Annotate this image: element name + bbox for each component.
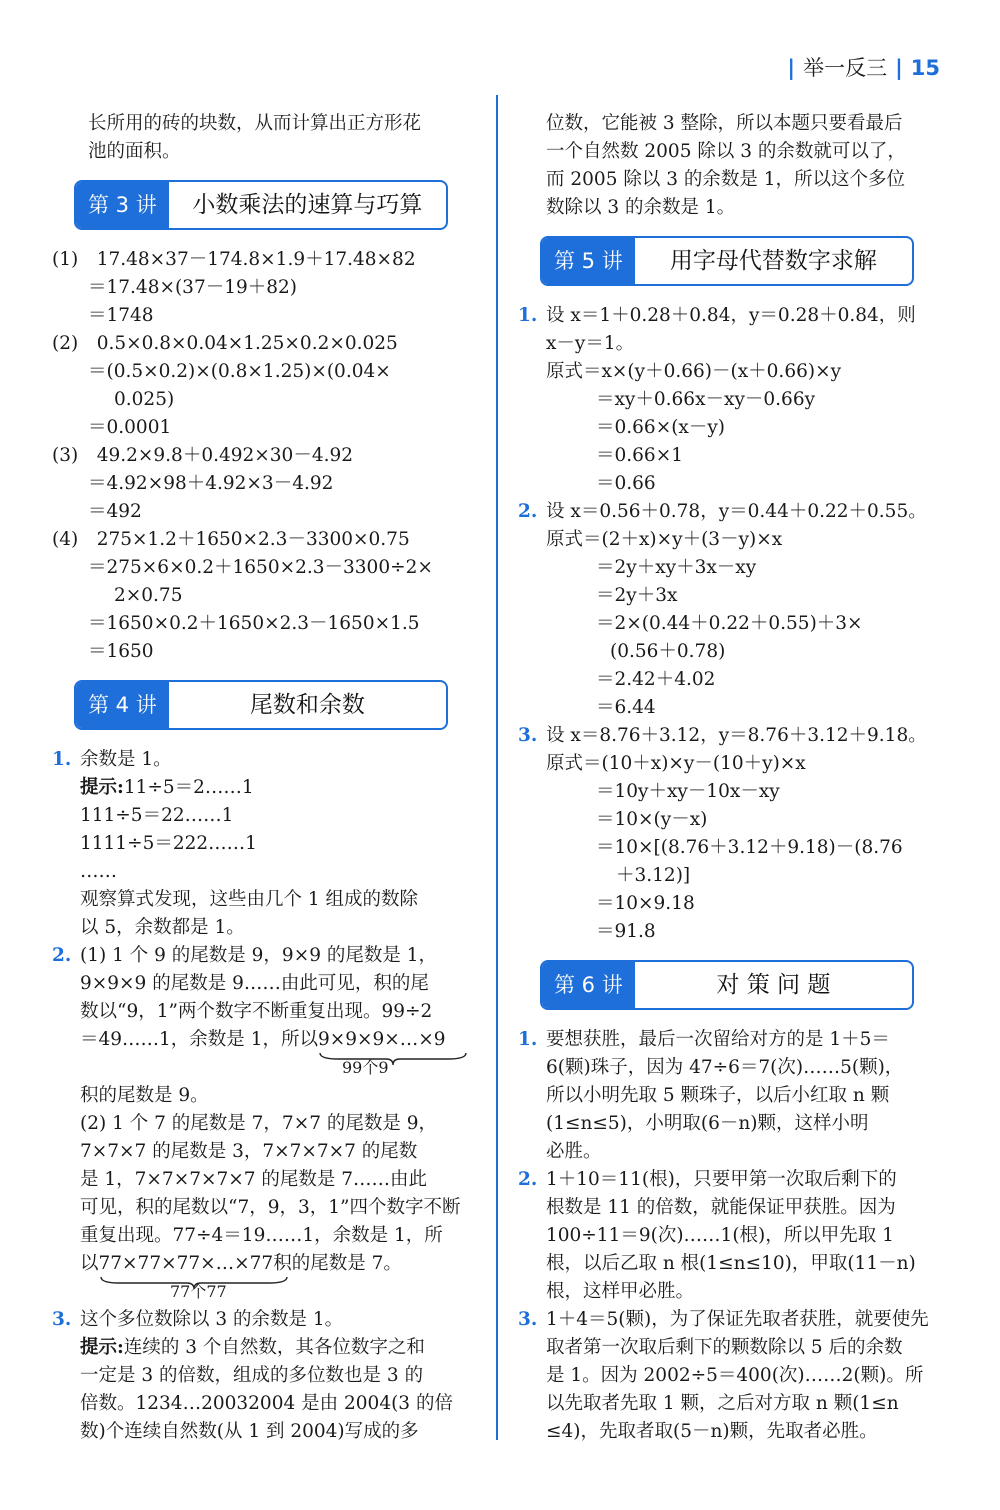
- solution-line: 原式＝(2＋x)×y＋(3－y)×x: [546, 529, 783, 550]
- hint-text: 一定是 3 的倍数，组成的多位数也是 3 的: [80, 1365, 424, 1386]
- question-number: 3.: [518, 725, 538, 746]
- solution-line: 1＋10＝11(根)，只要甲第一次取后剩下的: [546, 1169, 897, 1190]
- question-number: 3.: [52, 1309, 72, 1330]
- answer-text: 是 1，7×7×7×7×7 的尾数是 7……由此: [80, 1169, 428, 1190]
- section-4-header: [74, 680, 448, 730]
- product-expression: 9×9×9×…×9: [317, 1029, 446, 1050]
- continued-text: 位数，它能被 3 整除，所以本题只要看最后: [546, 113, 903, 134]
- solution-line: ＝10×[(8.76＋3.12＋9.18)－(8.76: [596, 837, 903, 858]
- question-number: 1.: [52, 749, 72, 770]
- solution-line: ＝2y＋xy＋3x－xy: [596, 557, 757, 578]
- hint-text: 倍数。1234…20032004 是由 2004(3 的倍: [80, 1393, 453, 1414]
- question-number: 2.: [518, 1169, 538, 1190]
- answer-text: 积的尾数是 9。: [80, 1085, 209, 1106]
- solution-line: ＝2.42＋4.02: [596, 669, 716, 690]
- calc-line: (1) 17.48×37－174.8×1.9＋17.48×82: [52, 249, 416, 270]
- calc-line: ＝1748: [88, 305, 154, 326]
- answer-text: 可见，积的尾数以“7，9，3，1”四个数字不断: [80, 1197, 461, 1218]
- solution-line: ＝0.66: [596, 473, 656, 494]
- section-tag: 第 4 讲: [76, 682, 169, 728]
- hint-text: ……: [80, 861, 117, 882]
- answer-text: 9×9×9 的尾数是 9……由此可见，积的尾: [80, 973, 429, 994]
- answer-text: 数以“9，1”两个数字不断重复出现。99÷2: [80, 1001, 433, 1022]
- continued-text: 而 2005 除以 3 的余数是 1，所以这个多位: [546, 169, 906, 190]
- solution-line: ＝xy＋0.66x－xy－0.66y: [596, 389, 816, 410]
- solution-line: 设 x＝8.76＋3.12，y＝8.76＋3.12＋9.18。: [546, 725, 927, 746]
- solution-line: 必胜。: [546, 1141, 602, 1162]
- solution-line: 根数是 11 的倍数，就能保证甲获胜。因为: [546, 1197, 896, 1218]
- hint-text: 1111÷5＝222……1: [80, 833, 257, 854]
- section-6-header: [540, 960, 914, 1010]
- question-number: 1.: [518, 305, 538, 326]
- solution-line: 原式＝x×(y＋0.66)－(x＋0.66)×y: [546, 361, 842, 382]
- question-number: 3.: [518, 1309, 538, 1330]
- solution-line: ＝0.66×1: [596, 445, 683, 466]
- solution-line: ＝10y＋xy－10x－xy: [596, 781, 780, 802]
- page-header: | 举一反三 | 15: [787, 56, 940, 80]
- section-title: 用字母代替数字求解: [669, 248, 877, 274]
- column-divider: [496, 95, 498, 1440]
- underbrace-icon: [99, 1275, 289, 1291]
- calc-line: 0.025): [114, 389, 175, 410]
- solution-line: 要想获胜，最后一次留给对方的是 1＋5＝: [546, 1029, 890, 1050]
- calc-line: ＝17.48×(37－19＋82): [88, 277, 298, 298]
- calc-line: ＝1650×0.2＋1650×2.3－1650×1.5: [88, 613, 420, 634]
- solution-line: 根，以后乙取 n 根(1≤n≤10)，甲取(11－n): [546, 1253, 916, 1274]
- calc-line: ＝492: [88, 501, 142, 522]
- answer-text: 7×7×7 的尾数是 3，7×7×7×7 的尾数: [80, 1141, 418, 1162]
- section-5-header: [540, 236, 914, 286]
- question-number: 1.: [518, 1029, 538, 1050]
- solution-line: ≤4)，先取者取(5－n)颗，先取者必胜。: [546, 1421, 878, 1442]
- answer-text: ＝49……1，余数是 1，所以: [80, 1029, 318, 1050]
- solution-line: 设 x＝1＋0.28＋0.84，y＝0.28＋0.84，则: [546, 305, 916, 326]
- question-number: 2.: [52, 945, 72, 966]
- solution-line: 取者第一次取后剩下的颗数除以 5 后的余数: [546, 1337, 903, 1358]
- calc-line: ＝275×6×0.2＋1650×2.3－3300÷2×: [88, 557, 433, 578]
- answer-text: 积的尾数是 7。: [273, 1253, 402, 1274]
- hint-text: 以 5，余数都是 1。: [80, 917, 245, 938]
- section-3-header: [74, 180, 448, 230]
- section-tag: 第 6 讲: [542, 962, 635, 1008]
- solution-line: ＝2y＋3x: [596, 585, 678, 606]
- calc-line: ＝4.92×98＋4.92×3－4.92: [88, 473, 334, 494]
- book-title: 举一反三: [803, 56, 888, 80]
- solution-line: (0.56＋0.78): [610, 641, 726, 662]
- solution-line: (1≤n≤5)，小明取(6－n)颗，这样小明: [546, 1113, 869, 1134]
- left-column: [52, 110, 480, 1446]
- hint-label: 提示:: [80, 777, 124, 798]
- calc-line: ＝1650: [88, 641, 154, 662]
- solution-line: 根，这样甲必胜。: [546, 1281, 695, 1302]
- solution-line: ＝91.8: [596, 921, 656, 942]
- solution-line: 所以小明先取 5 颗珠子，以后小红取 n 颗: [546, 1085, 890, 1106]
- solution-line: 是 1。因为 2002÷5＝400(次)……2(颗)。所: [546, 1365, 924, 1386]
- section-title: 尾数和余数: [249, 692, 365, 718]
- solution-line: ＝10×9.18: [596, 893, 695, 914]
- hint-text: 数)个连续自然数(从 1 到 2004)写成的多: [80, 1421, 419, 1442]
- solution-line: ＝10×(y－x): [596, 809, 708, 830]
- continued-text: 数除以 3 的余数是 1。: [546, 197, 736, 218]
- question-number: 2.: [518, 501, 538, 522]
- solution-line: 原式＝(10＋x)×y－(10＋y)×x: [546, 753, 806, 774]
- right-column: [518, 110, 950, 1446]
- hint-text: 观察算式发现，这些由几个 1 组成的数除: [80, 889, 419, 910]
- section-tag: 第 3 讲: [76, 182, 169, 228]
- section-tag: 第 5 讲: [542, 238, 635, 284]
- answer-text: (1) 1 个 9 的尾数是 9，9×9 的尾数是 1，: [80, 945, 437, 966]
- solution-line: ＝2×(0.44＋0.22＋0.55)＋3×: [596, 613, 863, 634]
- answer-text: 重复出现。77÷4＝19……1，余数是 1，所: [80, 1225, 443, 1246]
- answer-text: 余数是 1。: [80, 749, 172, 770]
- hint-label: 提示:: [80, 1337, 124, 1358]
- page-number: 15: [910, 56, 940, 80]
- brace-label: 99个9: [342, 1058, 389, 1077]
- intro-line: 长所用的砖的块数，从而计算出正方形花: [88, 113, 422, 134]
- solution-line: 设 x＝0.56＋0.78，y＝0.44＋0.22＋0.55。: [546, 501, 927, 522]
- solution-line: ＝6.44: [596, 697, 656, 718]
- hint-text: 111÷5＝22……1: [80, 805, 234, 826]
- solution-line: 以先取者先取 1 颗，之后对方取 n 颗(1≤n: [546, 1393, 899, 1414]
- solution-line: ＝0.66×(x－y): [596, 417, 726, 438]
- answer-text: (2) 1 个 7 的尾数是 7，7×7 的尾数是 9，: [80, 1113, 437, 1134]
- calc-line: ＝(0.5×0.2)×(0.8×1.25)×(0.04×: [88, 361, 391, 382]
- calc-line: (3) 49.2×9.8＋0.492×30－4.92: [52, 445, 354, 466]
- solution-line: x－y＝1。: [546, 333, 635, 354]
- calc-line: (2) 0.5×0.8×0.04×1.25×0.2×0.025: [52, 333, 398, 354]
- calc-line: (4) 275×1.2＋1650×2.3－3300×0.75: [52, 529, 410, 550]
- underbrace-icon: [318, 1051, 468, 1067]
- brace-label: 77个77: [170, 1282, 227, 1301]
- answer-text: 这个多位数除以 3 的余数是 1。: [80, 1309, 344, 1330]
- continued-text: 一个自然数 2005 除以 3 的余数就可以了，: [546, 141, 906, 162]
- calc-line: 2×0.75: [114, 585, 183, 606]
- solution-line: ＋3.12)]: [616, 865, 691, 886]
- section-title: 对 策 问 题: [716, 972, 831, 998]
- answer-text: 以: [80, 1253, 99, 1274]
- intro-line: 池的面积。: [88, 141, 181, 162]
- hint-text: 连续的 3 个自然数，其各位数字之和: [123, 1337, 425, 1358]
- solution-line: 100÷11＝9(次)……1(根)，所以甲先取 1: [546, 1225, 894, 1246]
- product-expression: 77×77×77×…×77: [98, 1253, 274, 1274]
- hint-text: 11÷5＝2……1: [123, 777, 254, 798]
- solution-line: 6(颗)珠子，因为 47÷6＝7(次)……5(颗)，: [546, 1057, 904, 1078]
- calc-line: ＝0.0001: [88, 417, 172, 438]
- solution-line: 1＋4＝5(颗)，为了保证先取者获胜，就要使先: [546, 1309, 929, 1330]
- section-title: 小数乘法的速算与巧算: [192, 192, 423, 218]
